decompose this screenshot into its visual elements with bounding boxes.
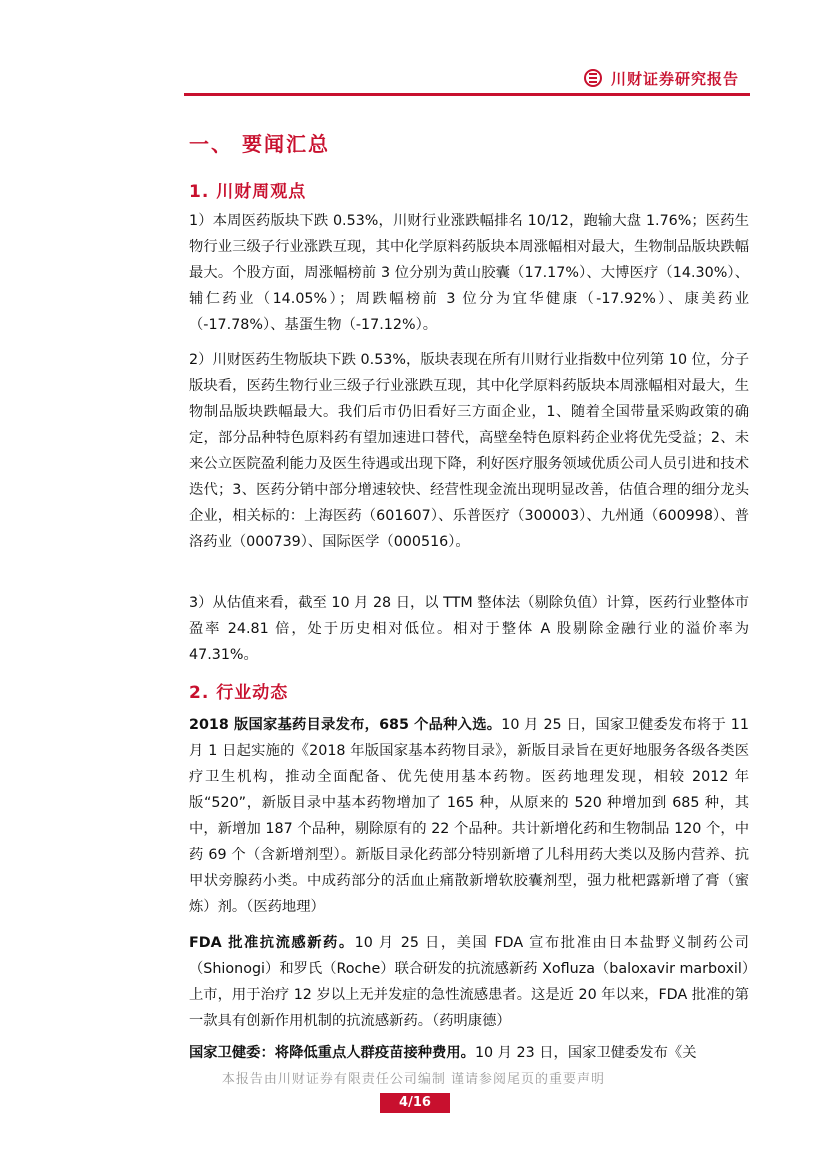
subsection-title-weekly-view: 1. 川财周观点	[189, 182, 307, 202]
news-headline: FDA 批准抗流感新药。	[189, 935, 355, 951]
report-header	[584, 66, 739, 90]
news-item-vaccine-cost	[189, 1040, 749, 1066]
header-divider	[184, 93, 750, 96]
footer-disclaimer: 本报告由川财证券有限责任公司编制 谨请参阅尾页的重要声明	[221, 1072, 606, 1087]
paragraph-1: 1）本周医药版块下跌 0.53%，川财行业涨跌幅排名 10/12，跑输大盘 1.76%；医药生物行业三级子行业涨跌互现，其中化学原料药版块本周涨幅相对最大，生物制品版块跌幅最大。个股方面，周涨幅榜前 3 位分别为黄山胶囊（17.17%）、大博医疗（14.30%）、辅仁药业（14.05%）；周跌幅榜前 3 位分为宜华健康（-17.92%）、康美药业（-17.78%）、基蛋生物（-17.12%）。	[189, 213, 749, 333]
news-body: 10 月 23 日，国家卫健委发布《关	[474, 1045, 697, 1061]
news-body: 10 月 25 日，国家卫健委发布将于 11 月 1 日起实施的《2018 年版国家基本药物目录》，新版目录旨在更好地服务各级各类医疗卫生机构，推动全面配备、优先使用基本药物。医药地理发现，相较 2012 年版“520”，新版目录中基本药物增加了 165 种，从原来的 520 种增加到 685 种，其中，新增加 187 个品种，剔除原有的 22 个品种。共计新增化药和生物制品 120 个，中药 69 个（含新增剂型）。新版目录化药部分特别新增了儿科用药大类以及肠内营养、抗甲状旁腺药小类。中成药部分的活血止痛散新增软胶囊剂型，强力枇杷露新增了膏（蜜炼）剂。（医药地理）	[189, 717, 749, 915]
news-item-essential-drugs	[189, 712, 749, 920]
brand-title: 川财证券研究报告	[611, 69, 740, 88]
paragraph-3: 3）从估值来看，截至 10 月 28 日，以 TTM 整体法（剔除负值）计算，医药行业整体市盈率 24.81 倍，处于历史相对低位。相对于整体 A 股剔除金融行业的溢价率为 47.31%。	[189, 595, 749, 663]
news-headline: 国家卫健委：将降低重点人群疫苗接种费用。	[189, 1045, 475, 1061]
news-headline: 2018 版国家基药目录发布，685 个品种入选。	[189, 717, 502, 733]
news-body: 10 月 25 日，美国 FDA 宣布批准由日本盐野义制药公司（Shionogi）和罗氏（Roche）联合研发的抗流感新药 Xofluza（baloxavir marboxil）上市，用于治疗 12 岁以上无并发症的急性流感患者。这是近 20 年以来，FDA 批准的第一款具有创新作用机制的抗流感新药。（药明康德）	[189, 935, 749, 1029]
subsection-title-industry-news: 2. 行业动态	[189, 683, 289, 703]
page-number: 4/16	[380, 1093, 450, 1113]
company-logo-icon	[584, 69, 602, 87]
news-item-fda-approval	[189, 930, 749, 1034]
paragraph-2: 2）川财医药生物版块下跌 0.53%，版块表现在所有川财行业指数中位列第 10 位，分子版块看，医药生物行业三级子行业涨跌互现，其中化学原料药版块本周涨幅相对最大，生物制品版块跌幅最大。我们后市仍旧看好三方面企业，1、随着全国带量采购政策的确定，部分品种特色原料药有望加速进口替代，高壁垒特色原料药企业将优先受益；2、未来公立医院盈利能力及医生待遇或出现下降，利好医疗服务领域优质公司人员引进和技术迭代；3、医药分销中部分增速较快、经营性现金流出现明显改善，估值合理的细分龙头企业，相关标的：上海医药（601607）、乐普医疗（300003）、九州通（600998）、普洛药业（000739）、国际医学（000516）。	[189, 352, 749, 550]
section-title: 一、 要闻汇总	[189, 132, 330, 156]
